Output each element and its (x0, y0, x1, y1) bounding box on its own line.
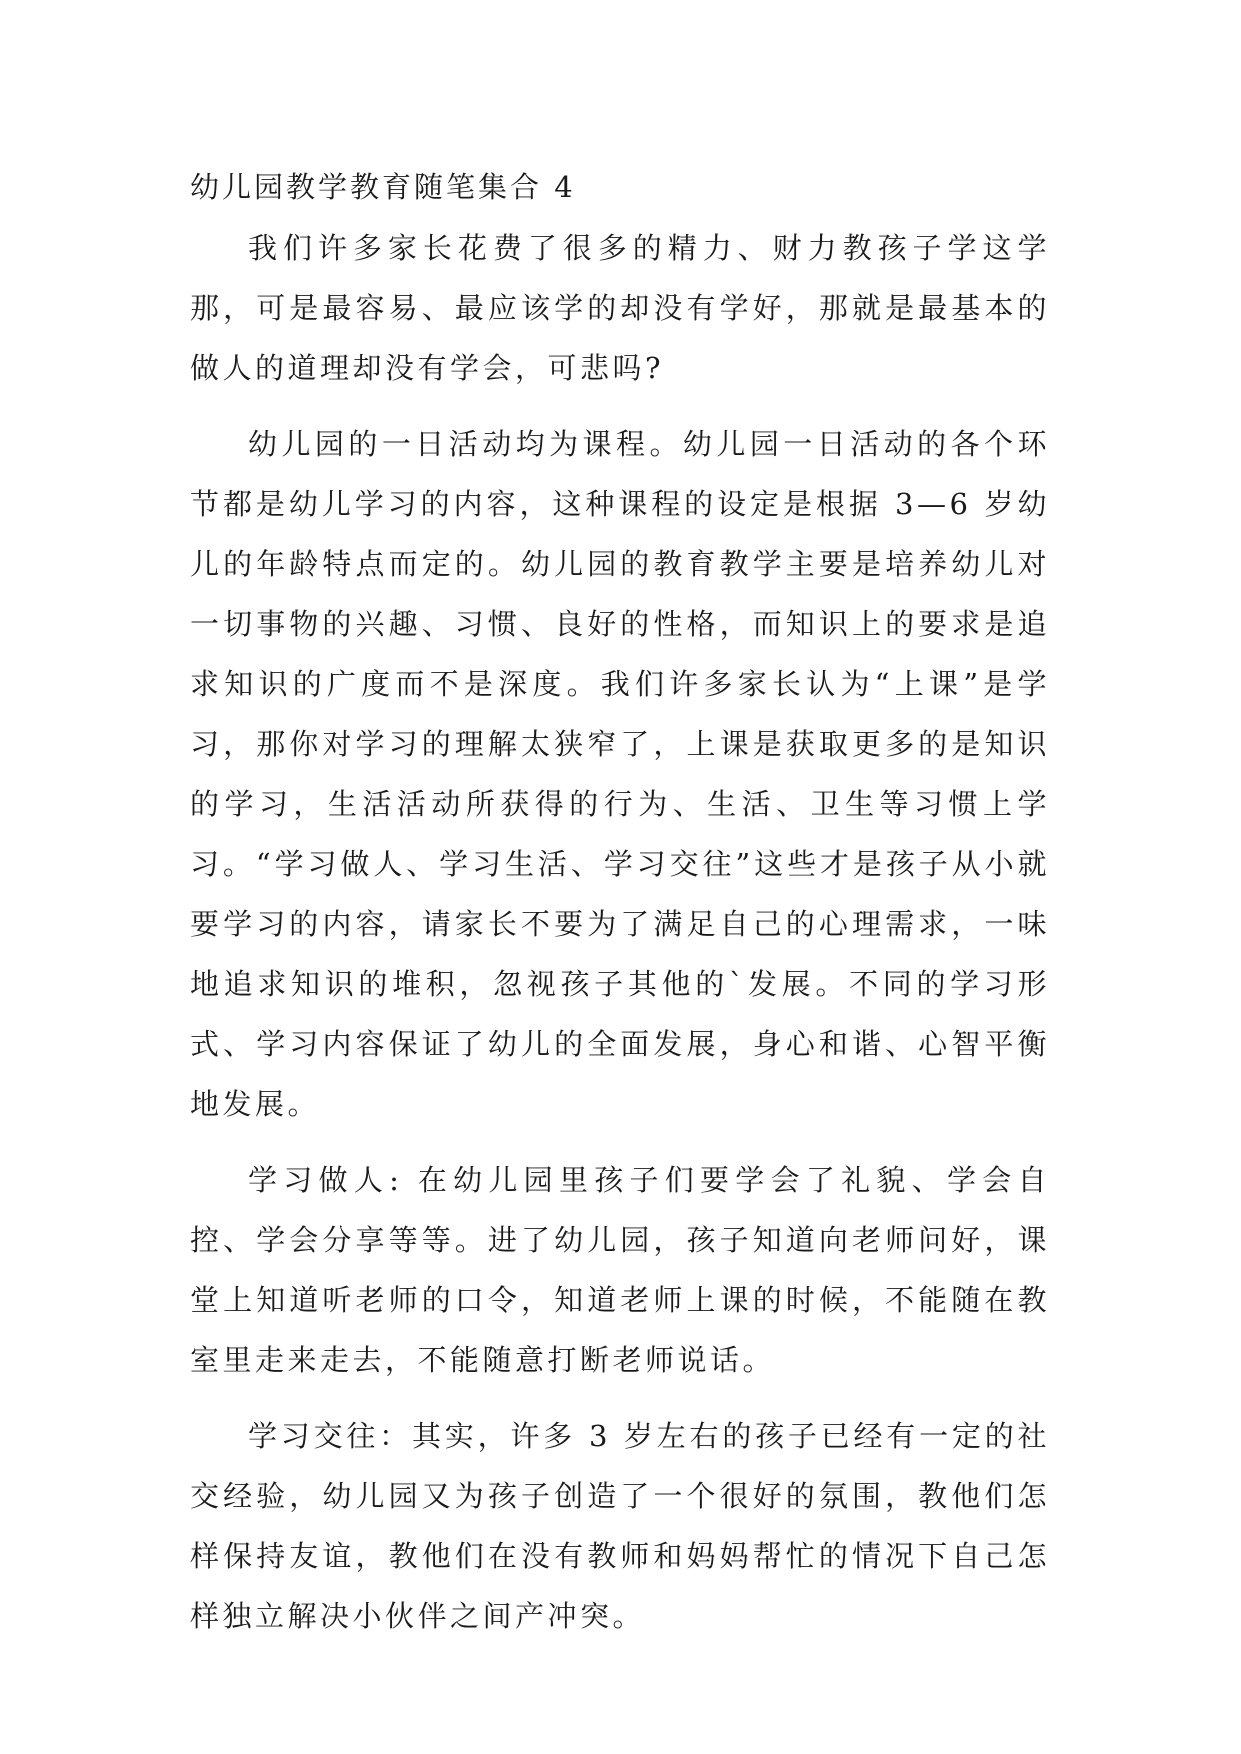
document-body (190, 160, 1050, 1646)
document-title: 幼儿园教学教育随笔集合 4 (190, 170, 576, 204)
paragraph-daily-activities: 幼儿园的一日活动均为课程。幼儿园一日活动的各个环节都是幼儿学习的内容，这种课程的设定是根据 3—6 岁幼儿的年龄特点而定的。幼儿园的教育教学主要是培养幼儿对一切事物的兴趣、习惯、良好的性格，而知识上的要求是追求知识的广度而不是深度。我们许多家长认为“上课”是学习，那你对学习的理解太狭窄了，上课是获取更多的是知识的学习，生活活动所获得的行为、生活、卫生等习惯上学习。“学习做人、学习生活、学习交往”这些才是孩子从小就要学习的内容，请家长不要为了满足自己的心理需求，一味地追求知识的堆积，忽视孩子其他的`发展。不同的学习形式、学习内容保证了幼儿的全面发展，身心和谐、心智平衡地发展。 (190, 427, 1050, 1121)
paragraph-learning-manners: 学习做人: 在幼儿园里孩子们要学会了礼貌、学会自控、学会分享等等。进了幼儿园，孩子知道向老师问好，课堂上知道听老师的口令，知道老师上课的时候，不能随在教室里走来走去，不能随意打断老师说话。 (190, 1163, 1050, 1377)
paragraph-learning-social: 学习交往：其实，许多 3 岁左右的孩子已经有一定的社交经验，幼儿园又为孩子创造了一个很好的氛围，教他们怎样保持友谊，教他们在没有教师和妈妈帮忙的情况下自己怎样独立解决小伙伴之间产冲突。 (190, 1419, 1050, 1633)
paragraph-intro: 我们许多家长花费了很多的精力、财力教孩子学这学那，可是最容易、最应该学的却没有学好，那就是最基本的做人的道理却没有学会，可悲吗? (190, 231, 1050, 385)
